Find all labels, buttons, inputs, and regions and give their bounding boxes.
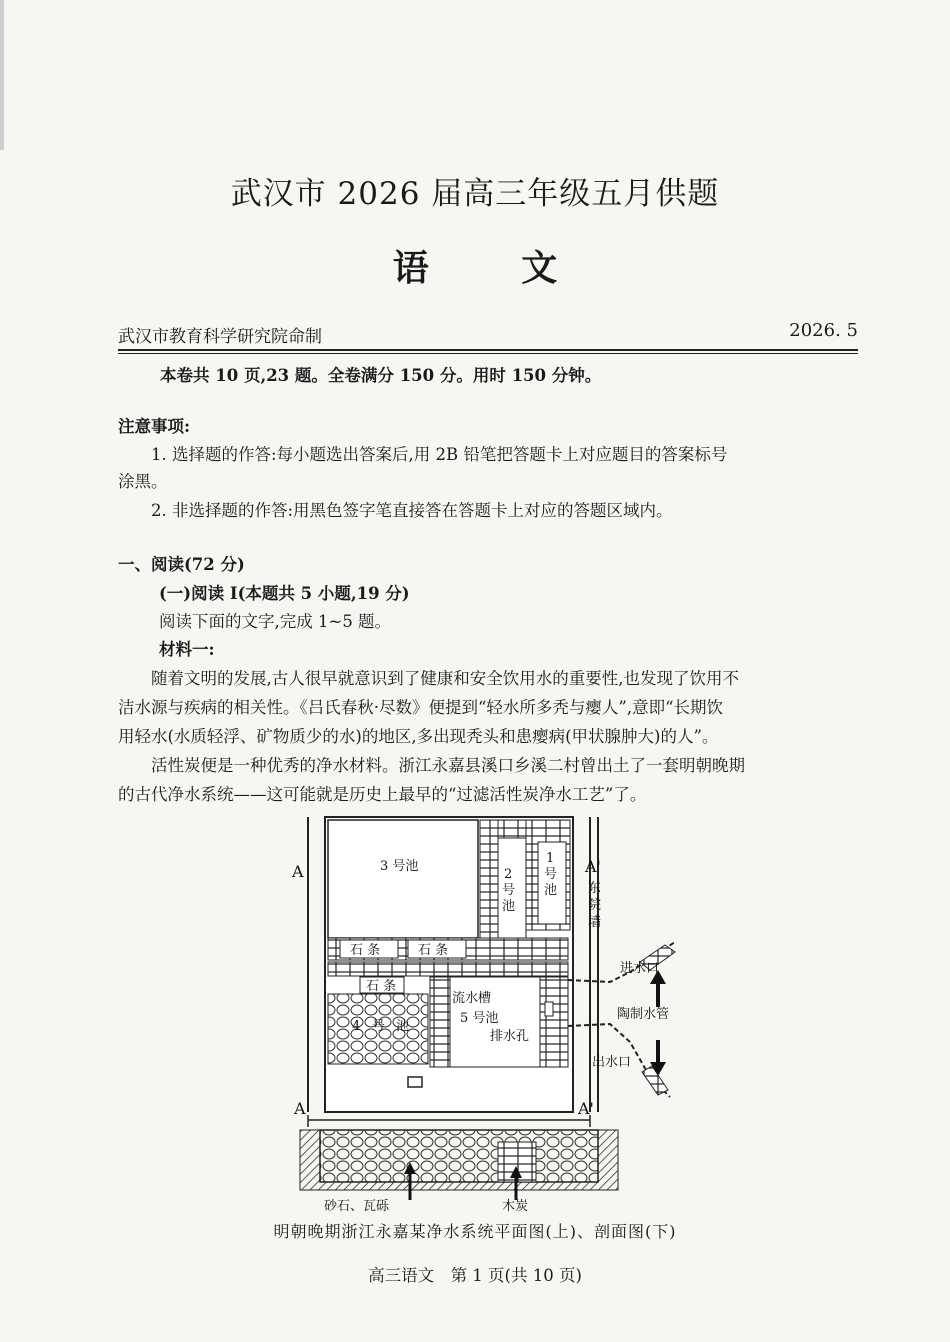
notice-item-2: 2. 非选择题的作答:用黑色签字笔直接答在答题卡上对应的答题区域内。 [151,501,673,520]
label-pool-2-3: 池 [502,899,516,914]
exam-date: 2026. 5 [789,320,858,341]
notice-item-1-cont: 涂黑。 [118,472,168,491]
label-inlet: 进水口 [620,961,660,976]
section-label-a-left: A [294,1099,306,1118]
label-channel: 流水槽 [452,991,492,1006]
label-charcoal: 木炭 [502,1199,529,1214]
label-pool-5: 5 号池 [460,1011,499,1026]
label-outlet: 出水口 [592,1055,632,1070]
section-view [300,1115,618,1200]
header-rule-thin [118,353,858,354]
label-stone-3: 石 条 [366,979,397,994]
page-footer: 高三语文 第 1 页(共 10 页) [368,1266,582,1285]
pool-3 [328,820,478,938]
label-pipe: 陶制水管 [617,1007,670,1022]
label-pool-1-1: 1 [546,851,555,866]
instruction: 阅读下面的文字,完成 1~5 题。 [159,612,392,631]
label-pool-2-1: 2 [504,867,513,882]
figure-caption: 明朝晚期浙江永嘉某净水系统平面图(上)、剖面图(下) [273,1222,677,1241]
label-stone-1: 石 条 [350,943,381,958]
water-purification-diagram [280,812,700,1217]
label-pool-1-2: 号 [544,867,558,882]
label-pool-4-1: 4 [352,1019,361,1034]
label-east-wall-3: 墙 [588,915,602,930]
label-drain-hole: 排水孔 [490,1029,530,1044]
label-a-right: A' [585,857,601,876]
paragraph-1-line-1: 随着文明的发展,古人很早就意识到了健康和安全饮用水的重要性,也发现了饮用不 [151,669,739,688]
section-heading: 一、阅读(72 分) [118,555,245,574]
material-label: 材料一: [159,640,215,659]
subject-title: 语 文 [392,247,598,289]
exam-info: 本卷共 10 页,23 题。全卷满分 150 分。用时 150 分钟。 [160,366,602,385]
notice-heading: 注意事项: [118,417,191,436]
label-pool-3: 3 号池 [380,859,419,874]
label-east-wall-1: 东 [588,881,602,896]
header-rule-thick [118,349,858,351]
notice-item-1: 1. 选择题的作答:每小题选出答案后,用 2B 铅笔把答题卡上对应题目的答案标号 [151,445,728,464]
label-pool-4-2: 号 [372,1019,386,1034]
label-a-left: A [292,862,304,881]
subsection-heading: (一)阅读 I(本题共 5 小题,19 分) [159,584,410,603]
paragraph-2-line-1: 活性炭便是一种优秀的净水材料。浙江永嘉县溪口乡溪二村曾出土了一套明朝晚期 [151,756,745,775]
paragraph-1-line-3: 用轻水(水质轻浮、矿物质少的水)的地区,多出现秃头和患瘿病(甲状腺肿大)的人”。 [118,727,719,746]
issuer: 武汉市教育科学研究院命制 [118,327,322,347]
gravel-layer [320,1130,598,1182]
label-east-wall-2: 院 [588,898,602,913]
exam-title: 武汉市 2026 届高三年级五月供题 [230,176,720,212]
scan-edge-mark [0,0,4,150]
label-gravel: 砂石、瓦砾 [324,1199,390,1214]
paragraph-2-line-2: 的古代净水系统——这可能就是历史上最早的“过滤活性炭净水工艺”了。 [118,785,647,804]
paragraph-1-line-2: 洁水源与疾病的相关性。《吕氏春秋·尽数》便提到“轻水所多秃与瘿人”,意即“长期饮 [118,698,724,717]
label-pool-2-2: 号 [502,883,516,898]
label-stone-2: 石 条 [418,943,449,958]
label-pool-1-3: 池 [544,883,558,898]
label-pool-4-3: 池 [396,1019,410,1034]
section-label-a-right: A' [578,1099,594,1118]
